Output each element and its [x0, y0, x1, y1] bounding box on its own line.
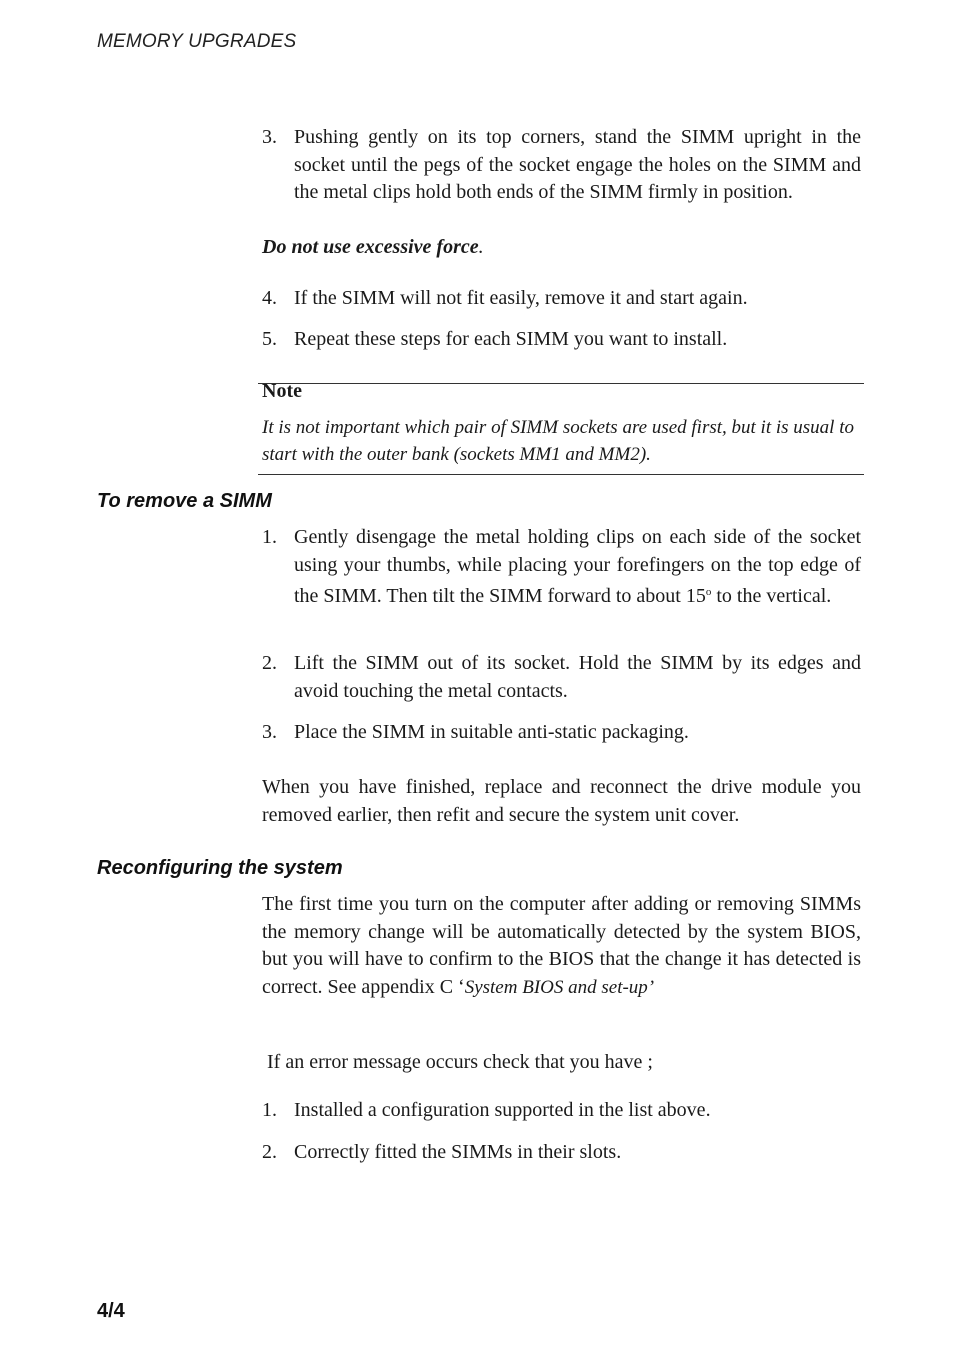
- step-number: 5.: [262, 328, 277, 350]
- list-item: [262, 650, 861, 705]
- step-text: [294, 524, 861, 611]
- step-number: 4.: [262, 287, 277, 309]
- list-item: [262, 285, 861, 313]
- reconfig-paragraph: [262, 891, 861, 1001]
- warning-label: Do not use excessive force: [262, 236, 479, 258]
- degree-sup: o: [705, 586, 712, 598]
- step-text: If the SIMM will not fit easily, remove it and start again.: [294, 287, 748, 309]
- note-top-rule: [258, 383, 864, 384]
- step-text-tail: to the vertical.: [711, 585, 832, 607]
- note-punct: .: [646, 444, 651, 465]
- section-heading-reconfig: Reconfiguring the system: [97, 857, 343, 879]
- warning-punct: .: [478, 236, 484, 258]
- section-heading-remove: To remove a SIMM: [97, 490, 272, 512]
- step-number: 1.: [262, 526, 277, 548]
- page-number: 4/4: [97, 1300, 125, 1322]
- reconfig-text: The first time you turn on the computer after adding or removing SIMMs the memory change will be automatically detected by the system BIOS, but you will have to confirm to the BIOS that the change it has detected is correct. See appendix C ‘: [262, 893, 861, 998]
- step-number: 3.: [262, 721, 277, 743]
- step-text: Installed a configuration supported in the list above.: [294, 1099, 711, 1121]
- step-text: Correctly fitted the SIMMs in their slots.: [294, 1141, 622, 1163]
- step-number: 2.: [262, 652, 277, 674]
- step-text: Repeat these steps for each SIMM you want to install.: [294, 328, 728, 350]
- step-text-main: Gently disengage the metal holding clips on each side of the socket using your thumbs, while placing your forefingers on the top edge of the SIMM. Then tilt the SIMM forward to about 15: [294, 526, 861, 607]
- list-item: [262, 524, 861, 611]
- closing-paragraph: When you have finished, replace and reconnect the drive module you removed earlier, then refit and secure the system unit cover.: [262, 776, 861, 826]
- list-item: [262, 1139, 861, 1167]
- step-text: Lift the SIMM out of its socket. Hold the SIMM by its edges and avoid touching the metal contacts.: [294, 652, 861, 702]
- list-item: [262, 719, 861, 747]
- note-bottom-rule: [258, 474, 864, 475]
- step-number: 3.: [262, 126, 277, 148]
- list-item: [262, 326, 861, 354]
- step-text: Place the SIMM in suitable anti-static packaging.: [294, 721, 689, 743]
- list-item: [262, 1097, 861, 1125]
- warning-text: [262, 236, 484, 259]
- note-body: [262, 414, 864, 468]
- note-title: Note: [262, 380, 302, 402]
- step-number: 2.: [262, 1141, 277, 1163]
- appendix-reference: System BIOS and set-up’: [464, 976, 655, 998]
- list-item: [262, 124, 861, 207]
- note-text: It is not important which pair of SIMM sockets are used first, but it is usual to start with the outer bank (sockets MM1 and MM2): [262, 417, 854, 465]
- step-text: Pushing gently on its top corners, stand the SIMM upright in the socket until the pegs of the socket engage the holes on the SIMM and the metal clips hold both ends of the SIMM firmly in position.: [294, 126, 861, 203]
- error-intro: If an error message occurs check that you have ;: [267, 1051, 653, 1073]
- step-number: 1.: [262, 1099, 277, 1121]
- running-header: MEMORY UPGRADES: [97, 31, 297, 52]
